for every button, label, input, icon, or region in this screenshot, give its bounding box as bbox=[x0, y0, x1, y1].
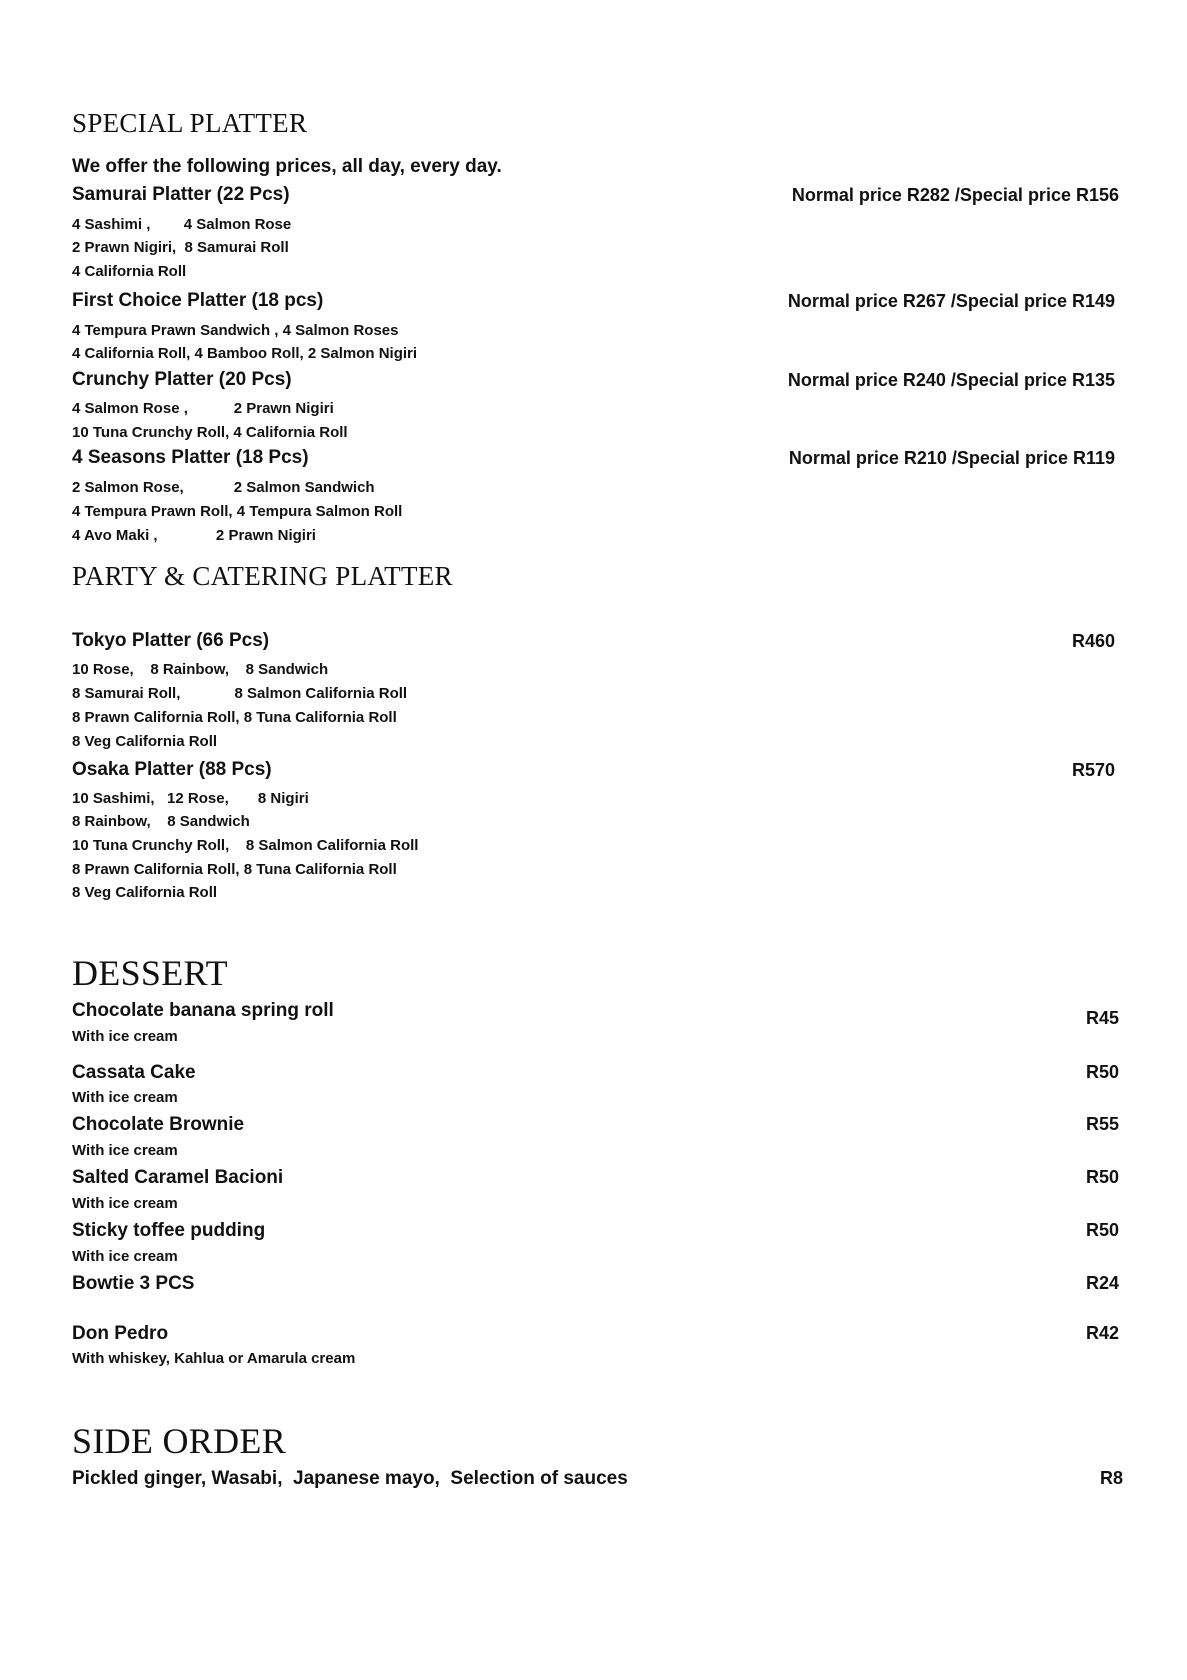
samurai-platter-price: Normal price R282 /Special price R156 bbox=[791, 185, 1119, 205]
osaka-platter-line: 10 Sashimi, 12 Rose, 8 Nigiri bbox=[72, 790, 309, 807]
first-choice-platter-name: First Choice Platter (18 pcs) bbox=[72, 290, 324, 311]
dessert-item-note: With ice cream bbox=[72, 1028, 178, 1045]
dessert-item-price: R24 bbox=[1085, 1273, 1119, 1293]
dessert-item-name: Chocolate Brownie bbox=[72, 1114, 245, 1135]
side-order-heading: SIDE ORDER bbox=[72, 1421, 287, 1461]
first-choice-platter-price: Normal price R267 /Special price R149 bbox=[787, 291, 1115, 311]
crunchy-platter-line: 10 Tuna Crunchy Roll, 4 California Roll bbox=[72, 424, 348, 441]
samurai-platter-line: 2 Prawn Nigiri, 8 Samurai Roll bbox=[72, 239, 289, 256]
tokyo-platter-price: R460 bbox=[1071, 631, 1115, 651]
dessert-item-price: R50 bbox=[1085, 1062, 1119, 1082]
osaka-platter-name: Osaka Platter (88 Pcs) bbox=[72, 759, 272, 780]
four-seasons-platter-line: 4 Avo Maki , 2 Prawn Nigiri bbox=[72, 527, 316, 544]
four-seasons-platter-name: 4 Seasons Platter (18 Pcs) bbox=[72, 447, 309, 468]
osaka-platter-line: 8 Prawn California Roll, 8 Tuna California Roll bbox=[72, 861, 397, 878]
dessert-item-price: R42 bbox=[1085, 1323, 1119, 1343]
party-platter-heading: PARTY & CATERING PLATTER bbox=[72, 561, 453, 591]
dessert-item-name: Don Pedro bbox=[72, 1323, 169, 1344]
tokyo-platter-line: 8 Veg California Roll bbox=[72, 733, 218, 750]
special-platter-heading: SPECIAL PLATTER bbox=[72, 108, 308, 138]
side-order-item-price: R8 bbox=[1099, 1468, 1123, 1488]
tokyo-platter-line: 8 Samurai Roll, 8 Salmon California Roll bbox=[72, 685, 408, 702]
dessert-item-name: Bowtie 3 PCS bbox=[72, 1273, 195, 1294]
dessert-item-price: R45 bbox=[1085, 1008, 1119, 1028]
dessert-item-name: Sticky toffee pudding bbox=[72, 1220, 266, 1241]
four-seasons-platter-line: 4 Tempura Prawn Roll, 4 Tempura Salmon Roll bbox=[72, 503, 403, 520]
special-platter-intro: We offer the following prices, all day, every day. bbox=[72, 156, 502, 177]
osaka-platter-line: 8 Veg California Roll bbox=[72, 884, 218, 901]
tokyo-platter-name: Tokyo Platter (66 Pcs) bbox=[72, 630, 270, 651]
dessert-item-name: Chocolate banana spring roll bbox=[72, 1000, 334, 1021]
samurai-platter-name: Samurai Platter (22 Pcs) bbox=[72, 184, 290, 205]
side-order-item-name: Pickled ginger, Wasabi, Japanese mayo, Selection of sauces bbox=[72, 1468, 628, 1489]
tokyo-platter-line: 8 Prawn California Roll, 8 Tuna California Roll bbox=[72, 709, 397, 726]
four-seasons-platter-line: 2 Salmon Rose, 2 Salmon Sandwich bbox=[72, 479, 375, 496]
dessert-item-note: With ice cream bbox=[72, 1089, 178, 1106]
first-choice-platter-line: 4 Tempura Prawn Sandwich , 4 Salmon Roses bbox=[72, 322, 399, 339]
crunchy-platter-line: 4 Salmon Rose , 2 Prawn Nigiri bbox=[72, 400, 334, 417]
crunchy-platter-name: Crunchy Platter (20 Pcs) bbox=[72, 369, 292, 390]
samurai-platter-line: 4 California Roll bbox=[72, 263, 187, 280]
dessert-item-price: R50 bbox=[1085, 1167, 1119, 1187]
dessert-item-note: With ice cream bbox=[72, 1142, 178, 1159]
tokyo-platter-line: 10 Rose, 8 Rainbow, 8 Sandwich bbox=[72, 661, 329, 678]
crunchy-platter-price: Normal price R240 /Special price R135 bbox=[787, 370, 1115, 390]
dessert-item-note: With whiskey, Kahlua or Amarula cream bbox=[72, 1350, 356, 1367]
four-seasons-platter-price: Normal price R210 /Special price R119 bbox=[788, 448, 1115, 468]
osaka-platter-line: 10 Tuna Crunchy Roll, 8 Salmon California Roll bbox=[72, 837, 419, 854]
osaka-platter-price: R570 bbox=[1071, 760, 1115, 780]
dessert-item-name: Cassata Cake bbox=[72, 1062, 196, 1083]
first-choice-platter-line: 4 California Roll, 4 Bamboo Roll, 2 Salmon Nigiri bbox=[72, 345, 418, 362]
dessert-item-note: With ice cream bbox=[72, 1195, 178, 1212]
dessert-item-note: With ice cream bbox=[72, 1248, 178, 1265]
dessert-item-name: Salted Caramel Bacioni bbox=[72, 1167, 284, 1188]
dessert-item-price: R55 bbox=[1085, 1114, 1119, 1134]
dessert-heading: DESSERT bbox=[72, 953, 228, 993]
osaka-platter-line: 8 Rainbow, 8 Sandwich bbox=[72, 813, 250, 830]
dessert-item-price: R50 bbox=[1085, 1220, 1119, 1240]
samurai-platter-line: 4 Sashimi , 4 Salmon Rose bbox=[72, 216, 292, 233]
